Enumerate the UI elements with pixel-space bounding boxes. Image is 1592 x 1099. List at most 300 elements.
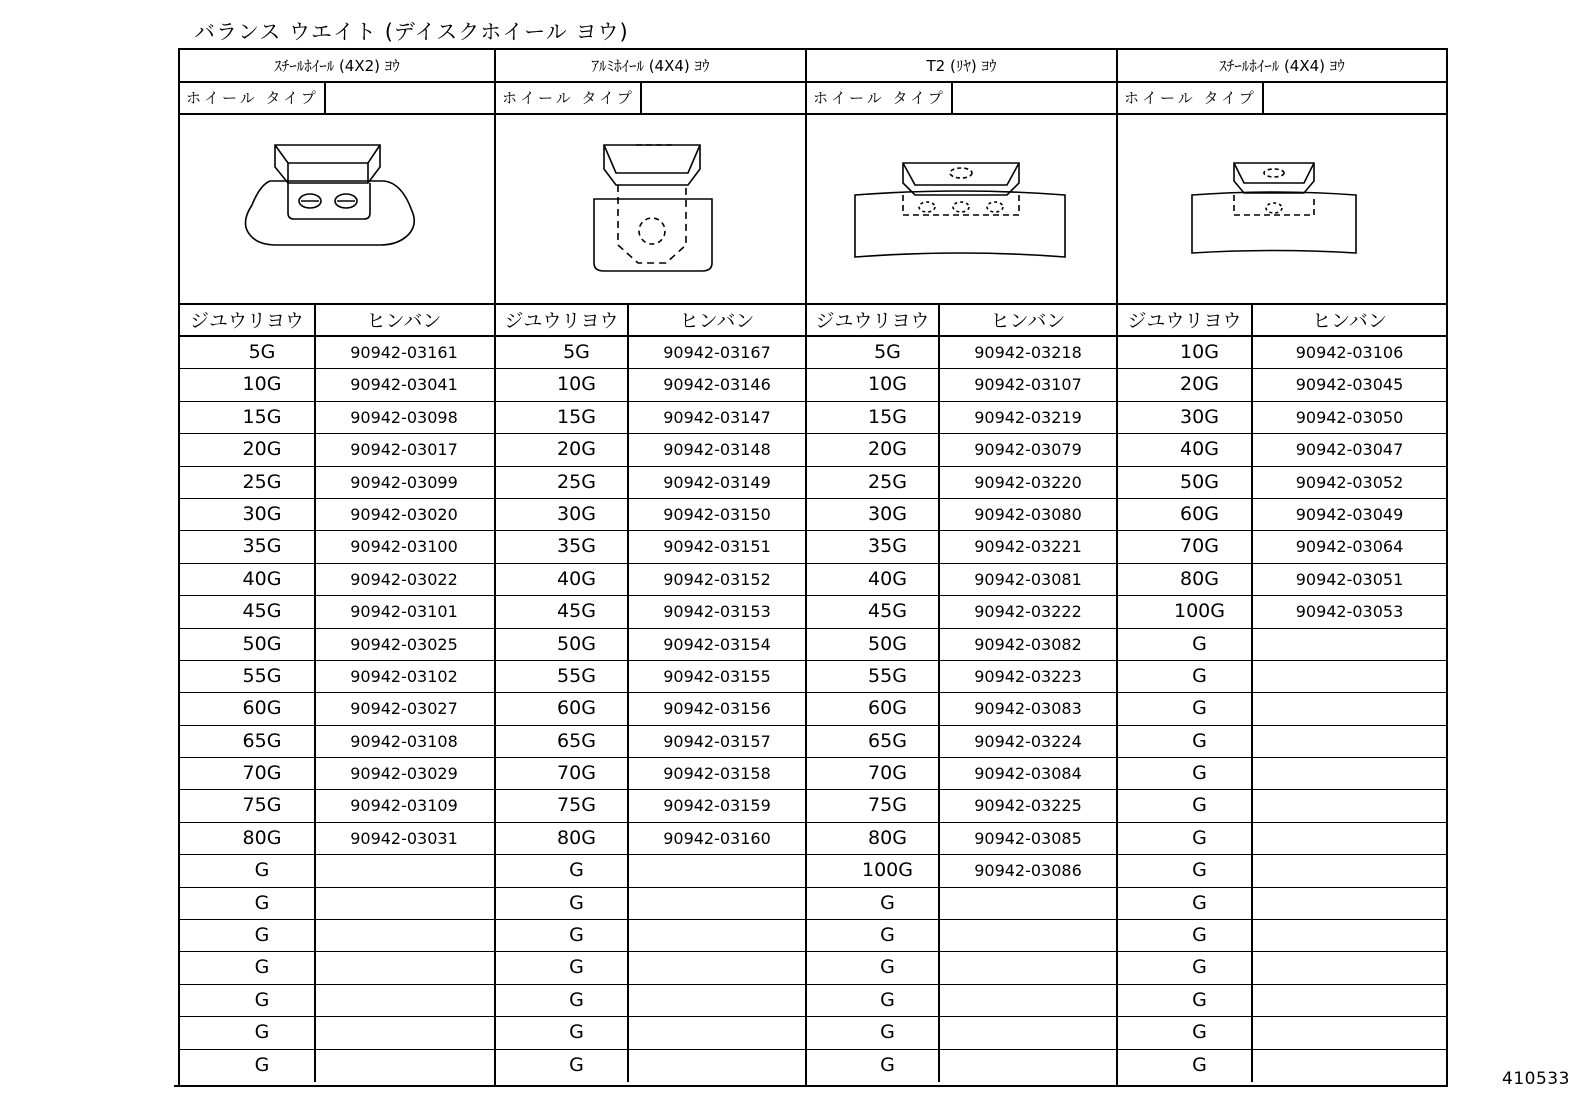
part-number-cell: 90942-03029	[350, 764, 458, 784]
part-number-cell	[1253, 985, 1446, 1016]
weight-cell: 25G	[180, 467, 316, 498]
table-row	[180, 1017, 494, 1049]
part-number-header: ヒンバン	[679, 310, 755, 332]
weight-cell: 60G	[180, 693, 316, 724]
weight-cell: 5G	[180, 337, 316, 368]
part-number-cell	[316, 952, 492, 983]
weight-cell: 80G	[1118, 564, 1253, 595]
table-row	[496, 855, 805, 887]
table-row	[496, 499, 805, 531]
table-row	[807, 369, 1116, 401]
part-number-cell: 90942-03167	[663, 343, 771, 362]
table-row	[180, 499, 494, 531]
part-number-cell: 90942-03223	[974, 666, 1082, 686]
part-number-cell	[1253, 790, 1446, 821]
table-row	[1118, 661, 1446, 693]
weight-cell: 60G	[807, 693, 940, 724]
part-number-cell: 90942-03083	[974, 699, 1082, 719]
table-row	[180, 823, 494, 855]
part-number-cell	[629, 985, 805, 1016]
table-row	[1118, 467, 1446, 499]
table-row	[496, 629, 805, 661]
wheel-type-label: ホイール タイプ	[502, 83, 642, 113]
weight-header: ジユウリヨウ	[180, 305, 316, 335]
weight-cell: G	[180, 985, 316, 1016]
table-row	[1118, 1017, 1446, 1049]
table-row	[180, 661, 494, 693]
weight-cell: G	[1118, 888, 1253, 919]
table-row	[807, 402, 1116, 434]
page-title: バランス ウエイト (デイスクホイール ヨウ)	[194, 20, 629, 44]
table-row	[496, 402, 805, 434]
weight-cell: 5G	[496, 337, 629, 368]
part-number-cell	[629, 1017, 805, 1048]
part-number-cell	[629, 888, 805, 919]
table-row	[496, 596, 805, 628]
part-number-cell: 90942-03220	[974, 472, 1082, 492]
table-row	[180, 531, 494, 563]
part-number-cell: 90942-03160	[663, 828, 771, 848]
part-number-cell	[1253, 726, 1446, 757]
part-number-cell	[940, 985, 1116, 1016]
weight-cell: G	[1118, 985, 1253, 1016]
alloy-adhesive-weight-illustration	[496, 115, 805, 303]
wheel-type-row	[180, 83, 494, 115]
part-number-cell	[1253, 661, 1446, 692]
weight-cell: 35G	[180, 531, 316, 562]
figure-id: 410533	[1502, 1069, 1570, 1089]
part-number-cell	[316, 985, 492, 1016]
part-number-cell: 90942-03101	[350, 602, 458, 622]
table-row	[1118, 985, 1446, 1017]
table-row	[180, 596, 494, 628]
weight-cell: G	[1118, 1050, 1253, 1082]
weight-cell: G	[496, 985, 629, 1016]
part-number-cell	[940, 1050, 1116, 1082]
column-steel-4x4	[1116, 50, 1446, 1086]
weight-illustration-area	[1118, 115, 1446, 305]
weight-cell: 20G	[807, 434, 940, 465]
weight-cell: G	[807, 1017, 940, 1048]
table-row	[807, 823, 1116, 855]
part-number-cell: 90942-03151	[663, 537, 771, 557]
weight-cell: G	[807, 888, 940, 919]
table-row	[496, 1050, 805, 1082]
column-alloy-4x4	[494, 50, 805, 1086]
part-number-cell: 90942-03080	[974, 504, 1082, 524]
part-number-cell: 90942-03053	[1295, 602, 1404, 622]
part-number-cell: 90942-03022	[350, 569, 458, 589]
weight-cell: G	[496, 920, 629, 951]
weight-cell: G	[496, 952, 629, 983]
table-row	[496, 758, 805, 790]
table-row	[180, 985, 494, 1017]
row-list	[496, 337, 805, 1082]
weight-cell: G	[1118, 629, 1253, 660]
part-number-cell: 90942-03049	[1295, 504, 1404, 524]
weight-cell: G	[807, 952, 940, 983]
table-row	[1118, 758, 1446, 790]
weight-cell: G	[1118, 693, 1253, 724]
part-number-cell	[940, 920, 1116, 951]
column-title: ｱﾙﾐﾎｲｰﾙ (4X4) ﾖｳ	[496, 50, 805, 83]
part-number-cell: 90942-03221	[974, 537, 1082, 557]
part-number-cell: 90942-03157	[663, 731, 771, 751]
column-steel-4x2	[180, 50, 494, 1086]
weight-cell: G	[807, 985, 940, 1016]
part-number-cell: 90942-03025	[350, 634, 458, 654]
weight-cell: G	[807, 920, 940, 951]
table-row	[807, 467, 1116, 499]
weight-cell: 30G	[180, 499, 316, 530]
weight-cell: G	[1118, 661, 1253, 692]
weight-cell: 10G	[180, 369, 316, 400]
weight-cell: G	[180, 952, 316, 983]
table-row	[180, 726, 494, 758]
table-row	[1118, 531, 1446, 563]
table-row	[496, 888, 805, 920]
weight-cell: 50G	[496, 629, 629, 660]
weight-cell: 45G	[496, 596, 629, 627]
table-row	[1118, 1050, 1446, 1082]
table-row	[496, 726, 805, 758]
part-number-cell	[629, 952, 805, 983]
part-number-cell: 90942-03156	[663, 699, 771, 719]
part-number-cell: 90942-03064	[1295, 537, 1404, 557]
part-number-cell	[316, 920, 492, 951]
weight-cell: G	[496, 1017, 629, 1048]
part-number-cell: 90942-03150	[663, 504, 771, 524]
table-row	[807, 337, 1116, 369]
table-row	[1118, 369, 1446, 401]
table-row	[807, 790, 1116, 822]
part-number-cell: 90942-03047	[1295, 440, 1404, 460]
weight-cell: 70G	[496, 758, 629, 789]
weight-cell: G	[180, 1050, 316, 1082]
part-number-cell	[1253, 855, 1446, 886]
part-number-cell: 90942-03079	[974, 440, 1082, 460]
wheel-type-label: ホイール タイプ	[186, 83, 326, 113]
part-number-cell	[629, 1050, 805, 1082]
weight-cell: 35G	[496, 531, 629, 562]
weight-cell: 30G	[807, 499, 940, 530]
part-number-cell: 90942-03098	[350, 407, 458, 427]
part-number-cell	[629, 855, 805, 886]
part-number-cell: 90942-03102	[350, 666, 458, 686]
table-row	[180, 402, 494, 434]
wheel-type-row	[807, 83, 1116, 115]
table-row	[1118, 855, 1446, 887]
part-number-cell	[316, 1050, 492, 1082]
part-number-cell: 90942-03154	[663, 634, 771, 654]
part-number-cell: 90942-03017	[350, 440, 458, 460]
part-number-cell	[1253, 952, 1446, 983]
part-number-cell: 90942-03218	[974, 343, 1082, 362]
weight-cell: G	[1118, 920, 1253, 951]
table-row	[807, 661, 1116, 693]
part-number-cell	[316, 888, 492, 919]
part-number-cell	[940, 888, 1116, 919]
part-number-cell: 90942-03161	[350, 343, 458, 362]
part-number-cell: 90942-03109	[350, 796, 458, 816]
wheel-type-row	[1118, 83, 1446, 115]
table-row	[807, 888, 1116, 920]
table-row	[496, 531, 805, 563]
table-row	[1118, 823, 1446, 855]
weight-cell: 60G	[1118, 499, 1253, 530]
table-row	[180, 564, 494, 596]
weight-cell: G	[1118, 855, 1253, 886]
table-row	[1118, 402, 1446, 434]
table-row	[807, 920, 1116, 952]
table-row	[180, 693, 494, 725]
part-number-cell: 90942-03158	[663, 764, 771, 784]
row-list	[807, 337, 1116, 1082]
table-row	[496, 985, 805, 1017]
table-row	[1118, 693, 1446, 725]
row-list	[1118, 337, 1446, 1082]
weight-cell: 70G	[1118, 531, 1253, 562]
part-number-cell: 90942-03159	[663, 796, 771, 816]
table-row	[1118, 629, 1446, 661]
weight-illustration-area	[496, 115, 805, 305]
table-row	[1118, 564, 1446, 596]
part-number-cell: 90942-03106	[1295, 343, 1404, 362]
part-number-cell: 90942-03052	[1295, 472, 1404, 492]
weight-header: ジユウリヨウ	[807, 305, 940, 335]
part-number-cell: 90942-03085	[974, 828, 1082, 848]
table-row	[496, 337, 805, 369]
table-row	[807, 564, 1116, 596]
weight-cell: G	[1118, 726, 1253, 757]
table-row	[807, 1050, 1116, 1082]
weight-cell: 100G	[807, 855, 940, 886]
table-row	[180, 790, 494, 822]
table-row	[496, 369, 805, 401]
part-number-cell	[629, 920, 805, 951]
part-number-cell: 90942-03045	[1295, 375, 1404, 395]
weight-cell: G	[496, 855, 629, 886]
weight-cell: 70G	[180, 758, 316, 789]
part-number-cell: 90942-03153	[663, 602, 771, 622]
table-row	[180, 337, 494, 369]
weight-cell: 75G	[180, 790, 316, 821]
weight-cell: G	[1118, 823, 1253, 854]
weight-cell: 10G	[807, 369, 940, 400]
part-number-cell	[1253, 823, 1446, 854]
part-number-header: ヒンバン	[366, 310, 442, 332]
weight-cell: G	[180, 920, 316, 951]
table-row	[1118, 952, 1446, 984]
table-row	[180, 467, 494, 499]
weight-cell: 65G	[496, 726, 629, 757]
weight-cell: 50G	[180, 629, 316, 660]
weight-cell: 75G	[807, 790, 940, 821]
column-header-row	[496, 305, 805, 337]
weight-cell: G	[496, 888, 629, 919]
table-row	[807, 596, 1116, 628]
part-number-cell: 90942-03146	[663, 375, 771, 395]
wheel-type-row	[496, 83, 805, 115]
part-number-header: ヒンバン	[990, 310, 1066, 332]
weight-cell: 20G	[180, 434, 316, 465]
weight-cell: 35G	[807, 531, 940, 562]
table-bottom-rule	[174, 1085, 1448, 1087]
weight-cell: 80G	[180, 823, 316, 854]
weight-cell: 40G	[496, 564, 629, 595]
part-number-cell	[1253, 1050, 1446, 1082]
weight-cell: G	[180, 888, 316, 919]
part-number-cell: 90942-03041	[350, 375, 458, 395]
part-number-cell	[940, 952, 1116, 983]
table-row	[807, 985, 1116, 1017]
table-row	[1118, 337, 1446, 369]
weight-cell: 80G	[807, 823, 940, 854]
weight-cell: 5G	[807, 337, 940, 368]
table-row	[180, 369, 494, 401]
table-row	[496, 693, 805, 725]
weight-cell: 10G	[1118, 337, 1253, 368]
table-row	[1118, 596, 1446, 628]
part-number-cell: 90942-03155	[663, 666, 771, 686]
t2-clip-weight-illustration	[807, 115, 1116, 303]
weight-cell: G	[1118, 1017, 1253, 1048]
part-number-cell: 90942-03148	[663, 440, 771, 460]
part-number-cell: 90942-03099	[350, 472, 458, 492]
table-row	[180, 758, 494, 790]
weight-cell: G	[1118, 952, 1253, 983]
table-row	[180, 888, 494, 920]
table-row	[496, 661, 805, 693]
weight-cell: 25G	[496, 467, 629, 498]
part-number-cell	[1253, 888, 1446, 919]
table-row	[1118, 790, 1446, 822]
table-row	[496, 1017, 805, 1049]
weight-cell: 55G	[180, 661, 316, 692]
wheel-type-label: ホイール タイプ	[1124, 83, 1264, 113]
weight-cell: 65G	[807, 726, 940, 757]
table-row	[1118, 499, 1446, 531]
table-row	[1118, 888, 1446, 920]
table-row	[807, 434, 1116, 466]
weight-cell: G	[496, 1050, 629, 1082]
table-row	[180, 1050, 494, 1082]
table-row	[496, 823, 805, 855]
weight-cell: 30G	[496, 499, 629, 530]
weight-cell: 75G	[496, 790, 629, 821]
column-title: ｽﾁｰﾙﾎｲｰﾙ (4X4) ﾖｳ	[1118, 50, 1446, 83]
weight-illustration-area	[807, 115, 1116, 305]
table-row	[807, 693, 1116, 725]
table-row	[1118, 434, 1446, 466]
part-number-cell: 90942-03084	[974, 764, 1082, 784]
table-row	[496, 790, 805, 822]
part-number-cell: 90942-03222	[974, 602, 1082, 622]
weight-cell: 20G	[496, 434, 629, 465]
weight-cell: 50G	[807, 629, 940, 660]
column-title: ｽﾁｰﾙﾎｲｰﾙ (4X2) ﾖｳ	[180, 50, 494, 83]
weight-cell: G	[180, 1017, 316, 1048]
weight-cell: 25G	[807, 467, 940, 498]
row-list	[180, 337, 494, 1082]
table-row	[180, 920, 494, 952]
weight-cell: 70G	[807, 758, 940, 789]
table-row	[807, 855, 1116, 887]
table-row	[496, 434, 805, 466]
weight-cell: 45G	[807, 596, 940, 627]
weight-cell: 100G	[1118, 596, 1253, 627]
table-row	[1118, 920, 1446, 952]
part-number-cell	[1253, 693, 1446, 724]
weight-header: ジユウリヨウ	[1118, 305, 1253, 335]
weight-cell: 50G	[1118, 467, 1253, 498]
weight-cell: 45G	[180, 596, 316, 627]
weight-cell: 15G	[807, 402, 940, 433]
part-number-cell: 90942-03050	[1295, 407, 1404, 427]
table-row	[1118, 726, 1446, 758]
part-number-cell: 90942-03081	[974, 569, 1082, 589]
weight-cell: 55G	[496, 661, 629, 692]
table-row	[180, 434, 494, 466]
table-row	[496, 467, 805, 499]
table-row	[496, 952, 805, 984]
table-row	[496, 920, 805, 952]
table-row	[807, 629, 1116, 661]
table-row	[496, 564, 805, 596]
weight-cell: 80G	[496, 823, 629, 854]
part-number-cell: 90942-03219	[974, 407, 1082, 427]
weight-cell: 65G	[180, 726, 316, 757]
part-number-cell: 90942-03149	[663, 472, 771, 492]
table-row	[180, 855, 494, 887]
table-row	[180, 629, 494, 661]
weight-cell: 15G	[180, 402, 316, 433]
part-number-cell: 90942-03100	[350, 537, 458, 557]
weight-cell: 40G	[807, 564, 940, 595]
table-row	[807, 499, 1116, 531]
column-t2-rear	[805, 50, 1116, 1086]
part-number-cell: 90942-03107	[974, 375, 1082, 395]
part-number-cell	[1253, 629, 1446, 660]
part-number-cell: 90942-03147	[663, 407, 771, 427]
part-number-cell: 90942-03031	[350, 828, 458, 848]
table-row	[807, 531, 1116, 563]
column-title: T2 (ﾘﾔ) ﾖｳ	[807, 50, 1116, 83]
part-number-cell: 90942-03224	[974, 731, 1082, 751]
steel-4x4-clip-weight-illustration	[1118, 115, 1446, 303]
table-row	[180, 952, 494, 984]
weight-cell: G	[1118, 790, 1253, 821]
part-number-cell: 90942-03051	[1295, 569, 1404, 589]
column-header-row	[180, 305, 494, 337]
weight-cell: 40G	[180, 564, 316, 595]
part-number-cell: 90942-03152	[663, 569, 771, 589]
weight-illustration-area	[180, 115, 494, 305]
weight-cell: 40G	[1118, 434, 1253, 465]
weight-cell: G	[180, 855, 316, 886]
table-row	[807, 758, 1116, 790]
weight-cell: 10G	[496, 369, 629, 400]
weight-cell: 60G	[496, 693, 629, 724]
part-number-cell: 90942-03108	[350, 731, 458, 751]
column-header-row	[1118, 305, 1446, 337]
weight-cell: G	[1118, 758, 1253, 789]
part-number-cell	[1253, 758, 1446, 789]
wheel-type-label: ホイール タイプ	[813, 83, 953, 113]
weight-cell: 55G	[807, 661, 940, 692]
part-number-cell: 90942-03086	[974, 861, 1082, 881]
steel-clip-weight-illustration	[180, 115, 492, 303]
